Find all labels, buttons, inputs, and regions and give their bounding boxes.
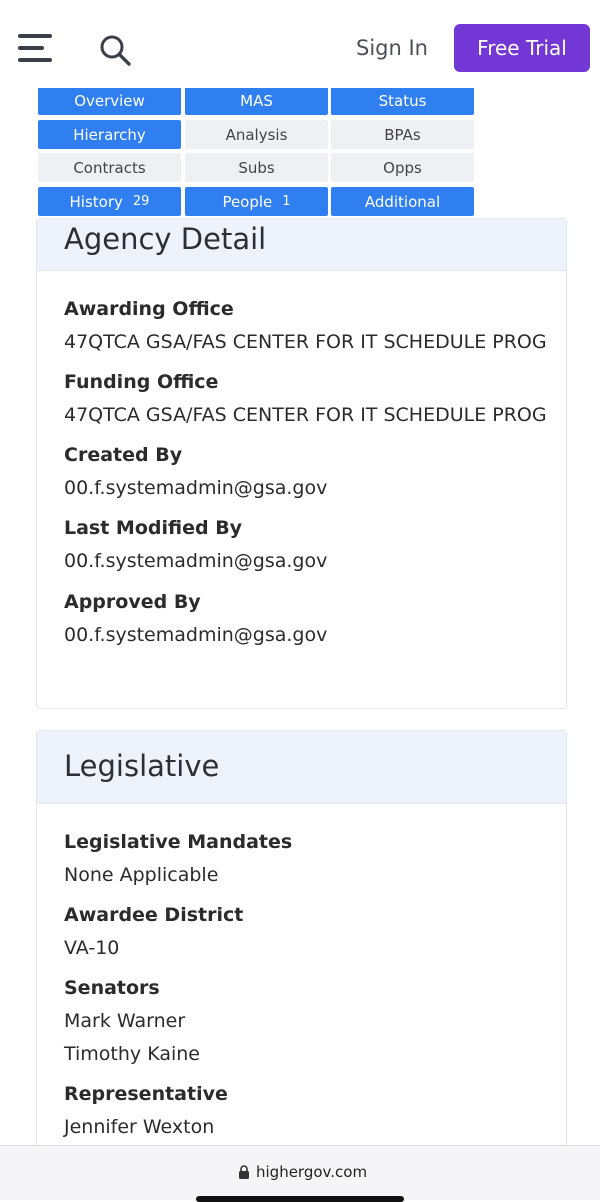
tab-additional[interactable]: Additional [331, 187, 474, 216]
senator-name: Timothy Kaine [64, 1043, 200, 1065]
free-trial-button[interactable]: Free Trial [454, 24, 590, 72]
tab-contracts[interactable]: Contracts [38, 153, 181, 182]
tab-bpas[interactable]: BPAs [331, 120, 474, 149]
browser-url-bar[interactable] [0, 1145, 600, 1200]
home-indicator [196, 1196, 404, 1202]
legislative-mandates-value: None Applicable [64, 864, 219, 886]
representative-label: Representative [64, 1083, 228, 1105]
approved-by-label: Approved By [64, 591, 201, 613]
hamburger-menu-icon[interactable] [18, 34, 54, 62]
tab-people[interactable]: People 1 [185, 187, 328, 216]
tab-analysis[interactable]: Analysis [185, 120, 328, 149]
awardee-district-value: VA-10 [64, 937, 120, 959]
funding-office-label: Funding Office [64, 371, 219, 393]
tab-opps[interactable]: Opps [331, 153, 474, 182]
last-modified-value: 00.f.systemadmin@gsa.gov [64, 550, 328, 572]
tab-hierarchy[interactable]: Hierarchy [38, 120, 181, 149]
legislative-mandates-label: Legislative Mandates [64, 831, 293, 853]
url-text[interactable]: highergov.com [256, 1163, 368, 1181]
senators-label: Senators [64, 977, 160, 999]
senator-name: Mark Warner [64, 1010, 186, 1032]
funding-office-value: 47QTCA GSA/FAS CENTER FOR IT SCHEDULE PROG [64, 404, 547, 426]
awarding-office-label: Awarding Office [64, 298, 234, 320]
top-header [0, 0, 600, 88]
tab-history[interactable]: History 29 [38, 187, 181, 216]
created-by-value: 00.f.systemadmin@gsa.gov [64, 477, 328, 499]
representative-value: Jennifer Wexton [64, 1116, 215, 1138]
legislative-card [36, 730, 567, 1172]
tab-status[interactable]: Status [331, 86, 474, 115]
agency-detail-title: Agency Detail [64, 222, 267, 256]
history-count-badge: 29 [132, 194, 150, 209]
sign-in-link[interactable]: Sign In [356, 36, 428, 60]
lock-icon [238, 1164, 250, 1178]
created-by-label: Created By [64, 444, 183, 466]
approved-by-value: 00.f.systemadmin@gsa.gov [64, 624, 328, 646]
agency-detail-card [36, 218, 567, 709]
tab-subs[interactable]: Subs [185, 153, 328, 182]
legislative-title: Legislative [64, 749, 220, 783]
last-modified-label: Last Modified By [64, 517, 243, 539]
agency-detail-header [37, 219, 566, 271]
tab-overview[interactable]: Overview [38, 86, 181, 115]
search-icon[interactable] [98, 33, 132, 67]
legislative-header [37, 731, 566, 804]
tab-mas[interactable]: MAS [185, 86, 328, 115]
awarding-office-value: 47QTCA GSA/FAS CENTER FOR IT SCHEDULE PROG [64, 331, 547, 353]
people-count-badge: 1 [282, 194, 291, 209]
awardee-district-label: Awardee District [64, 904, 244, 926]
